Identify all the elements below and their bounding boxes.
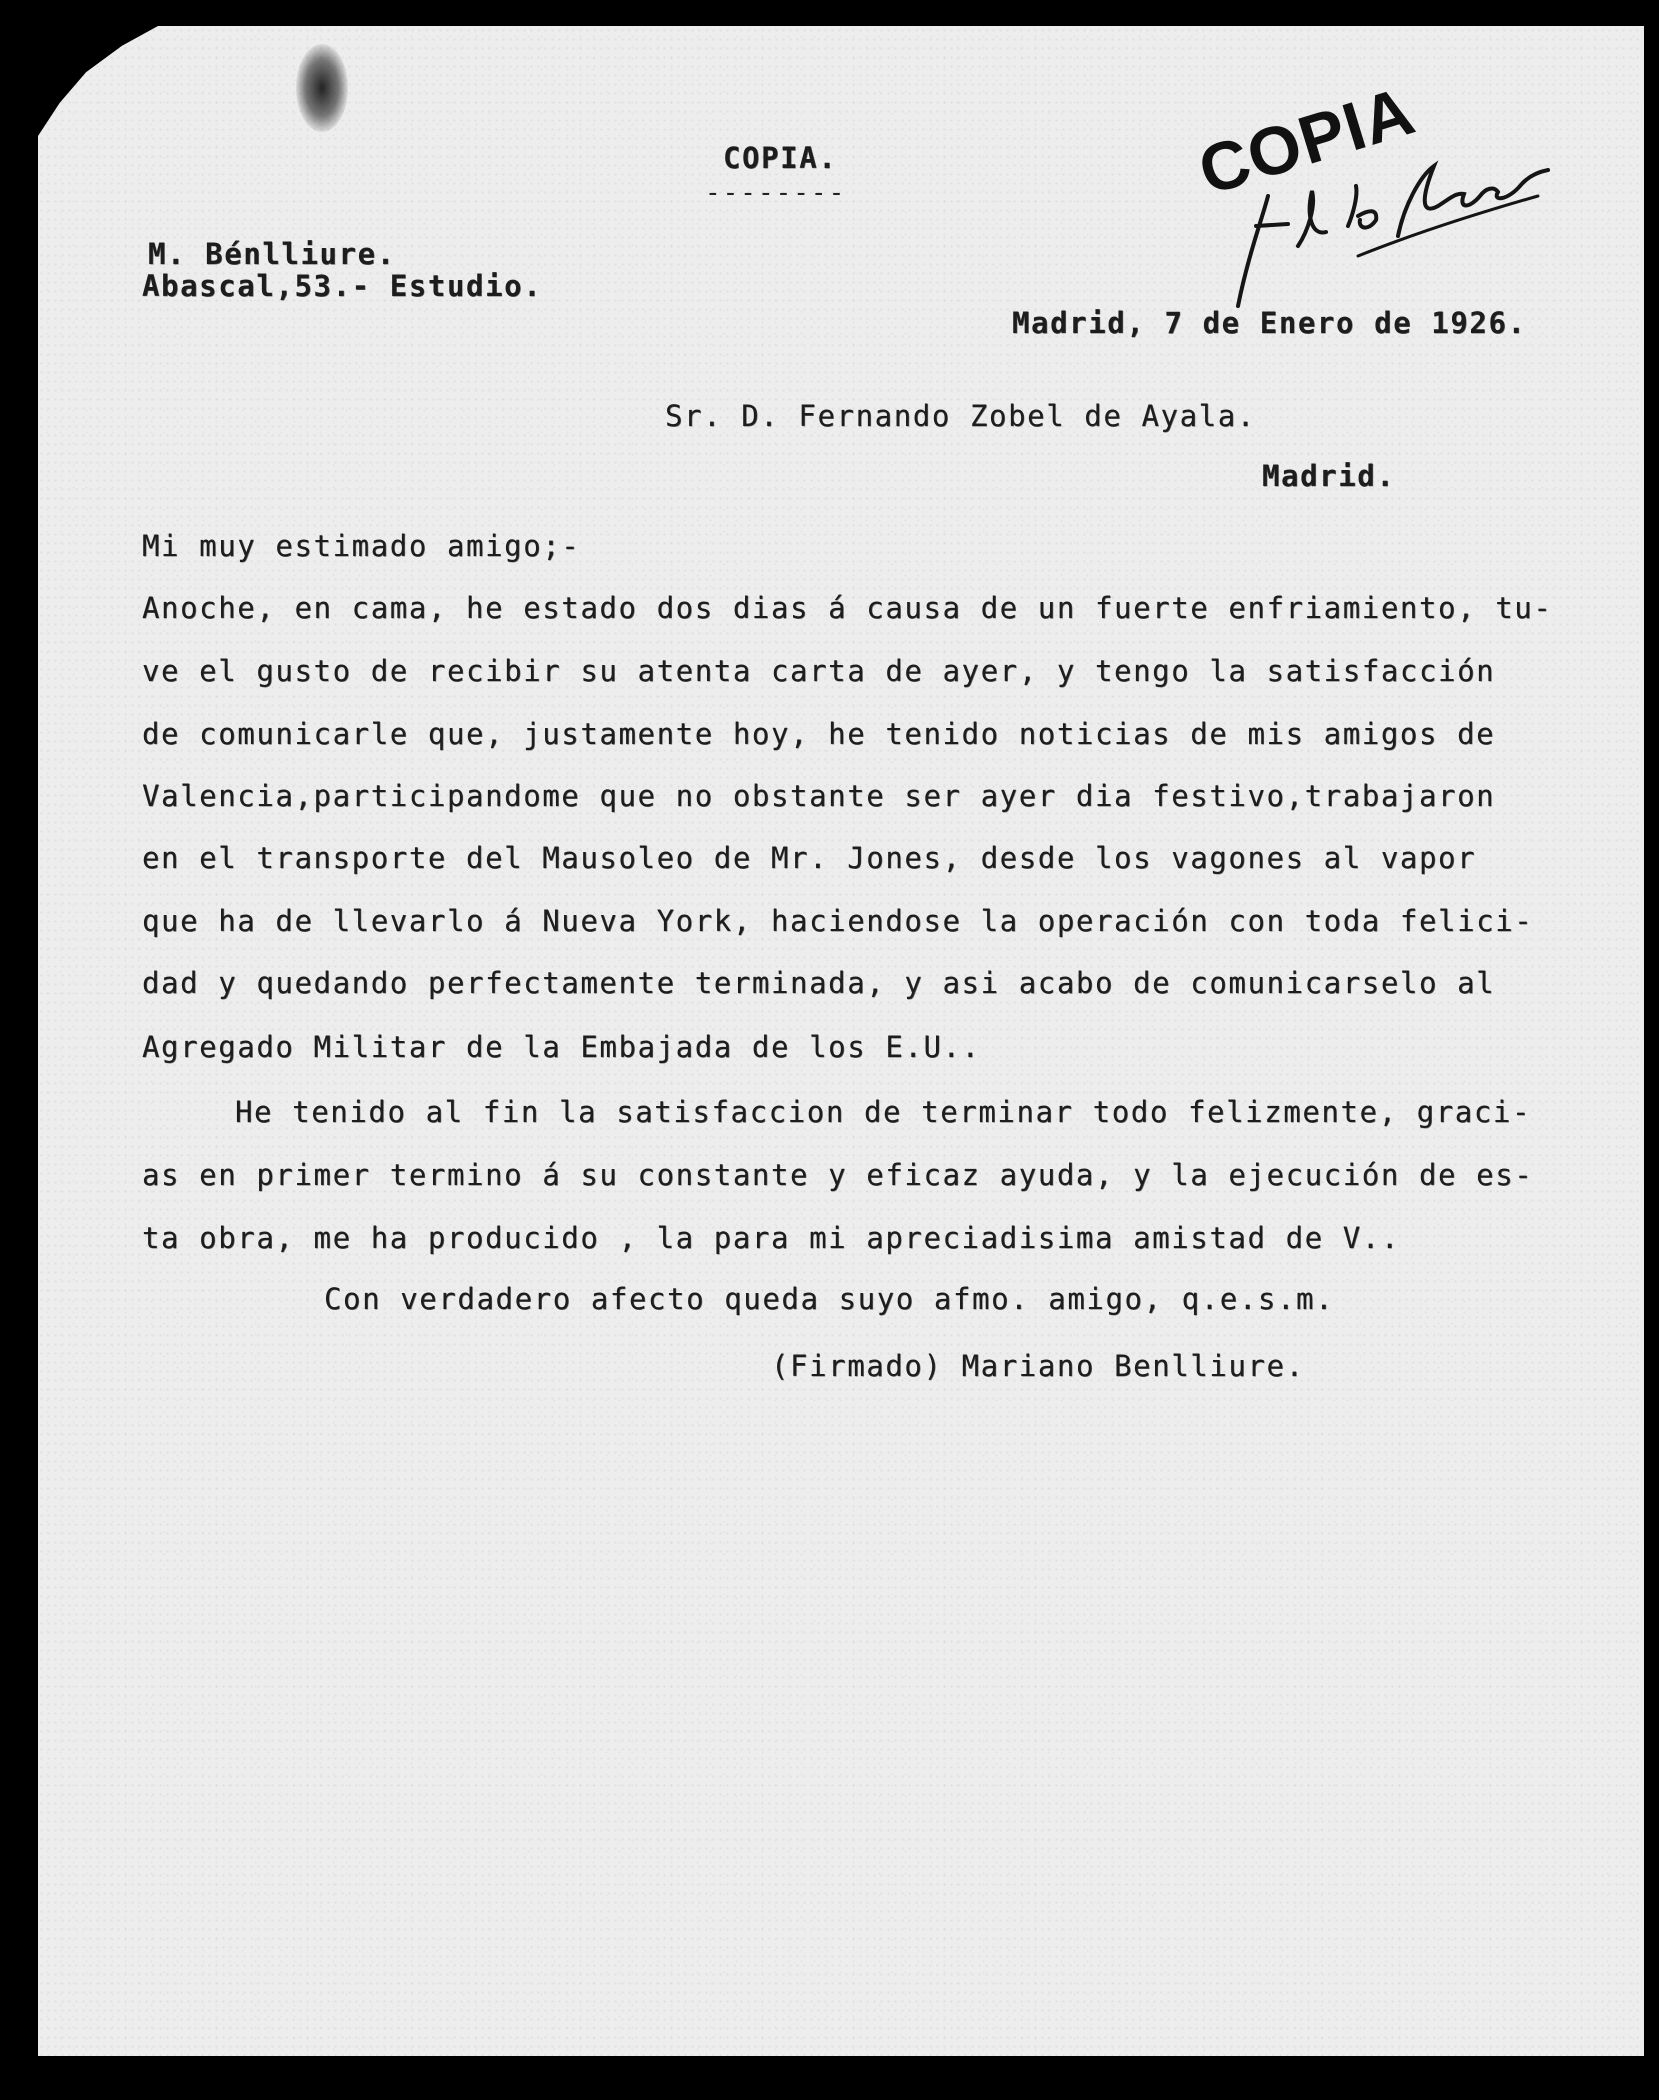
handwritten-signature-icon [1208,136,1568,316]
body-line: Agregado Militar de la Embajada de los E.U.. [142,1030,981,1064]
body-line: Anoche, en cama, he estado dos dias á causa de un fuerte enfriamiento, tu- [142,591,1553,625]
body-line: de comunicarle que, justamente hoy, he tenido noticias de mis amigos de [142,717,1496,751]
body-line: dad y quedando perfectamente terminada, y asi acabo de comunicarselo al [142,966,1496,1000]
copia-stamp: COPIA [1190,72,1424,210]
body-line: que ha de llevarlo á Nueva York, haciendose la operación con toda felici- [142,904,1534,938]
salutation: Mi muy estimado amigo;- [142,529,581,563]
signature-line: (Firmado) Mariano Benlliure. [771,1349,1305,1383]
body-line: ve el gusto de recibir su atenta carta de ayer, y tengo la satisfacción [142,654,1496,688]
body-line: as en primer termino á su constante y eficaz ayuda, y la ejecución de es- [142,1158,1534,1192]
body-line: ta obra, me ha producido , la para mi apreciadisima amistad de V.. [142,1221,1400,1255]
recipient-name: Sr. D. Fernando Zobel de Ayala. [665,399,1256,433]
copia-underline: -------- [705,178,847,208]
closing-line: Con verdadero afecto queda suyo afmo. amigo, q.e.s.m. [324,1282,1335,1316]
letter-page [38,26,1644,2056]
date-line: Madrid, 7 de Enero de 1926. [1012,306,1527,340]
recipient-city: Madrid. [1262,459,1396,493]
sender-address: Abascal,53.- Estudio. [142,269,543,303]
body-line: He tenido al fin la satisfaccion de terminar todo felizmente, graci- [235,1095,1532,1129]
body-line: en el transporte del Mausoleo de Mr. Jones, desde los vagones al vapor [142,841,1477,875]
copia-title: COPIA. [723,141,838,175]
ink-smudge [296,44,348,132]
body-line: Valencia,participandome que no obstante ser ayer dia festivo,trabajaron [142,779,1496,813]
sender-name: M. Bénlliure. [148,237,396,271]
